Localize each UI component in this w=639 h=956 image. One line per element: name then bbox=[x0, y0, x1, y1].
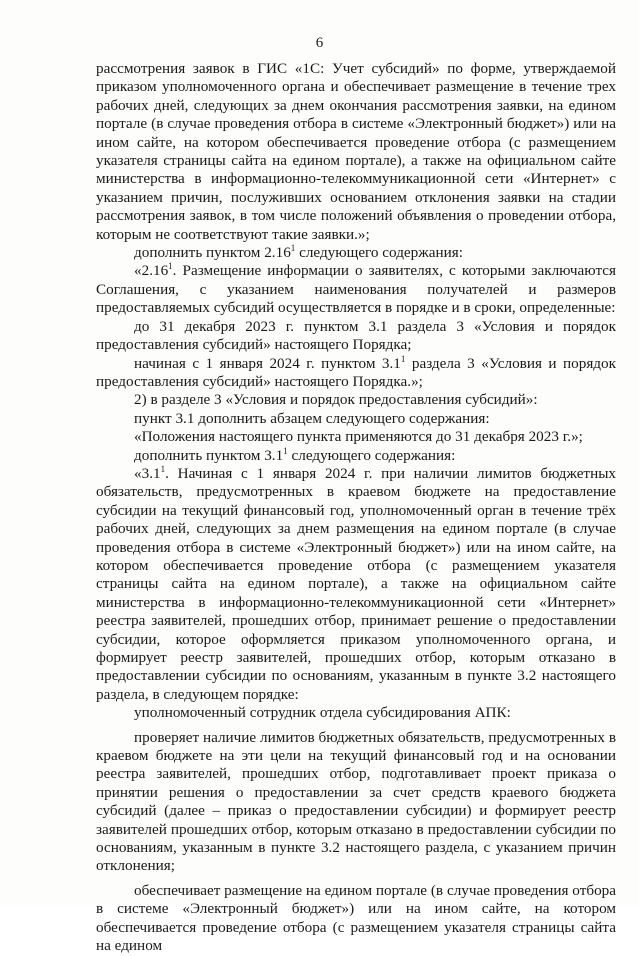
page-number: 6 bbox=[315, 35, 324, 51]
paragraph-12: проверяет наличие лимитов бюджетных обязательств, предусмотренных в краевом бюджете на эти цели на текущий финансовый год и на основании реестра заявителей, прошедших отбор, подготавливает проект приказа о принятии решения о предоставлении за счет средств краевого бюджета субсидий (далее – приказ о предоставлении субсидии) и формирует реестр заявителей прошедших отбор, которым отказано в предоставлении субсидии по основаниям, указанным в пункте 3.2 настоящего раздела, с указанием причин отклонения; bbox=[96, 728, 616, 875]
paragraph-4: до 31 декабря 2023 г. пунктом 3.1 раздела 3 «Условия и порядок предоставления субсидий» настоящего Порядка; bbox=[96, 317, 616, 354]
paragraph-9: дополнить пунктом $3.1^1$ следующего содержания: bbox=[134, 445, 456, 464]
paragraph-2: дополнить пунктом 2.16$^1$ следующего содержания: bbox=[134, 243, 463, 262]
paragraph-8: «Положения настоящего пункта применяются до 31 декабря 2023 г.»; bbox=[134, 428, 583, 446]
paragraph-13: обеспечивает размещение на едином портале (в случае проведения отбора в системе «Электронный бюджет») или на ином сайте, на котором обеспечивается проведение отбора (с размещением указателя страницы сайта на едином bbox=[96, 881, 616, 955]
paragraph-6: 2) в разделе 3 «Условия и порядок предоставления субсидий»: bbox=[134, 391, 538, 409]
paragraph-7: пункт 3.1 дополнить абзацем следующего содержания: bbox=[134, 409, 490, 427]
document-body bbox=[96, 60, 616, 956]
paragraph-5: начиная с 1 января 2024 г. пунктом $3.1^1$ раздела 3 «Условия и порядок предоставления субсидий» настоящего Порядка.»; bbox=[96, 353, 616, 390]
paragraph-10: «$3.1^1$. Начиная с 1 января 2024 г. при наличии лимитов бюджетных обязательств, предусмотренных в краевом бюджете на предоставление субсидии на текущий финансовый год, уполномоченный орган в течение трёх рабочих дней, следующих за днем размещения на едином портале (в случае проведения отбора в системе «Электронный бюджет») или на ином сайте, на котором обеспечивается проведение отбора (с размещением указателя страницы сайта на едином портале), а также на официальном сайте министерства в информационно-телекоммуникационной сети «Интернет» реестра заявителей, прошедших отбор, принимает решение о предоставлении субсидии, которое оформляется приказом уполномоченного органа, и формирует реестр заявителей, прошедших отбор, которым отказано в предоставлении субсидии по основаниям, указанным в пункте 3.2 настоящего раздела, в следующем порядке: bbox=[96, 463, 616, 703]
paragraph-11: уполномоченный сотрудник отдела субсидирования АПК: bbox=[134, 704, 511, 722]
paragraph-1: рассмотрения заявок в ГИС «1С: Учет субсидий» по форме, утверждаемой приказом уполномоченного органа и обеспечивает размещение в течение трех рабочих дней, следующих за днем окончания рассмотрения заявки, на едином портале (в случае проведения отбора в системе «Электронный бюджет») или на ином сайте, на котором обеспечивается проведение отбора (с размещением указателя страницы сайта на едином портале), а также на официальном сайте министерства в информационно-телекоммуникационной сети «Интернет» с указанием причин, послуживших основанием отклонения заявки на стадии рассмотрения заявок, в том числе положений объявления о проведении отбора, которым не соответствуют такие заявки.»; bbox=[96, 60, 616, 243]
paragraph-3: «2.16$^1$. Размещение информации о заявителях, с которыми заключаются Соглашения, с указанием наименования получателей и размеров предоставляемых субсидий осуществляется в порядке и в сроки, определенные: bbox=[96, 261, 616, 317]
